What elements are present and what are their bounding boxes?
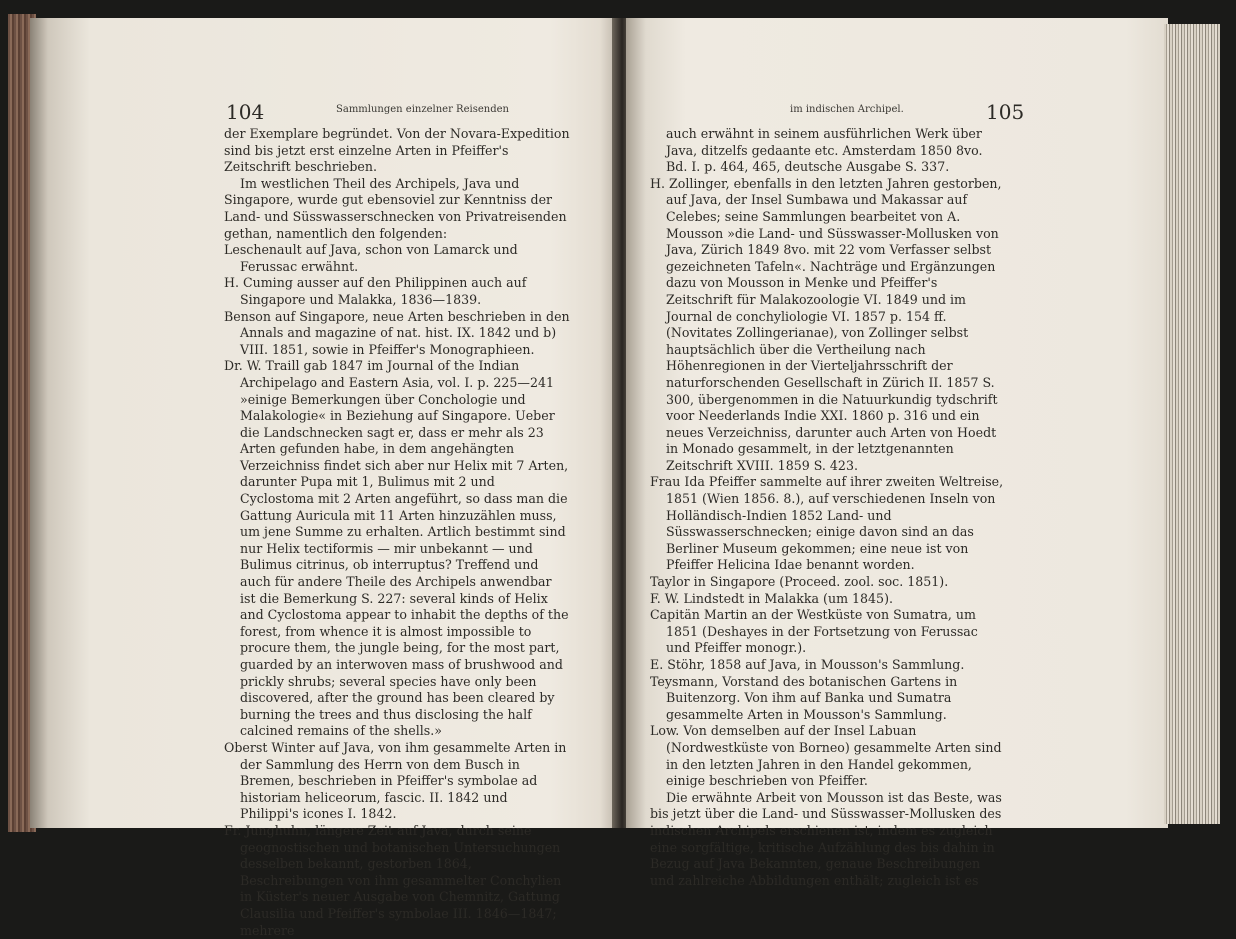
left-page-number: 104 [226,100,265,124]
entry-cuming: H. Cuming ausser auf den Philippinen auch auf Singapore und Malakka, 1836—1839. [224,275,527,307]
paragraph: der Exemplare begründet. Von der Novara-Expedition sind bis jetzt erst einzelne Arten in Pfeiffer's Zeitschrift beschrieben. [224,126,570,175]
right-page-text [650,126,1006,889]
entry-junghuhn: Fr. Junghuhn, längere Zeit auf Java, durch seine geognostischen und botanischen Untersuchungen desselben bekannt, gestorben 1864, Beschreibungen von ihm gesammelter Conchylien in Küster's neuer Ausgabe von Chemnitz, Gattung Clausilia und Pfeiffer's symbolae III. 1846—1847; mehrere [224,822,562,938]
entry-teysmann: Teysmann, Vorstand des botanischen Gartens in Buitenzorg. Von ihm auf Banka und Sumatra gesammelte Arten in Mousson's Sammlung. [650,673,958,722]
right-running-head: im indischen Archipel. [790,104,904,115]
book-edge-right [1164,24,1220,824]
paragraph: Im westlichen Theil des Archipels, Java und Singapore, wurde gut ebensoviel zur Kenntniss der Land- und Süsswasserschnecken von Privatreisenden gethan, namentlich den folgenden: [224,175,567,241]
entry-stoehr: E. Stöhr, 1858 auf Java, in Mousson's Sammlung. [650,657,965,672]
entry-leschenault: Leschenault auf Java, schon von Lamarck und Ferussac erwähnt. [224,242,518,274]
entry-taylor: Taylor in Singapore (Proceed. zool. soc. 1851). [650,574,949,590]
entry-benson: Benson auf Singapore, neue Arten beschrieben in den Annals and magazine of nat. hist. IX. 1842 und b) VIII. 1851, sowie in Pfeiffer's Monographieen. [224,308,570,357]
entry-traill: Dr. W. Traill gab 1847 im Journal of the Indian Archipelago and Eastern Asia, vol. I. p. 225—241 »einige Bemerkungen über Conchologie und Malakologie« in Beziehung auf Singapore. Ueber die Landschnecken sagt er, dass er mehr als 23 Arten gefunden habe, in dem angehängten Verzeichniss findet sich aber nur Helix mit 7 Arten, darunter Pupa mit 1, Bulimus mit 2 und Cyclostoma mit 2 Arten angeführt, so dass man die Gattung Auricula mit 11 Arten hinzuzählen muss, um jene Summe zu erhalten. Artlich bestimmt sind nur Helix tectiformis — mir unbekannt — und Bulimus citrinus, ob interruptus? Treffend und auch für andere Theile des Archipels anwendbar ist die Bemerkung S. 227: several kinds of Helix and Cyclostoma appear to inhabit the depths of the forest, from whence it is almost impossible to procure them, the jungle being, for the most part, guarded by an interwoven mass of brushwood and prickly shrubs; several species have only been discovered, after the ground has been cleared by burning the trees and thus disclosing the half calcined remains of the shells.» [224,358,569,739]
left-page-text [224,126,570,939]
left-running-head: Sammlungen einzelner Reisenden [336,104,509,115]
entry-zollinger: H. Zollinger, ebenfalls in den letzten Jahren gestorben, auf Java, der Insel Sumbawa und Makassar auf Celebes; seine Sammlungen bearbeitet von A. Mousson »die Land- und Süsswasser-Mollusken von Java, Zürich 1849 8vo. mit 22 vom Verfasser selbst gezeichneten Tafeln«. Nachträge und Ergänzungen dazu von Mousson in Menke und Pfeiffer's Zeitschrift für Malakozoologie VI. 1849 und im Journal de conchyliologie VI. 1857 p. 154 ff. (Novitates Zollingerianae), von Zollinger selbst hauptsächlich über die Vertheilung nach Höhenregionen in der Vierteljahrsschrift der naturforschenden Gesellschaft in Zürich II. 1857 S. 300, übergenommen in die Natuurkundig tydschrift voor Neederlands Indie XXI. 1860 p. 316 und ein neues Verzeichniss, darunter auch Arten von Hoedt in Monado gesammelt, in der letztgenannten Zeitschrift XVIII. 1859 S. 423. [650,175,1002,473]
paragraph: auch erwähnt in seinem ausführlichen Werk über Java, ditzelfs gedaante etc. Amsterdam 1850 8vo. Bd. I. p. 464, 465, deutsche Ausgabe S. 337. [666,126,983,175]
entry-ida-pfeiffer: Frau Ida Pfeiffer sammelte auf ihrer zweiten Weltreise, 1851 (Wien 1856. 8.), auf verschiedenen Inseln von Holländisch-Indien 1852 Land- und Süsswasserschnecken; einige davon sind an das Berliner Museum gekommen; eine neue ist von Pfeiffer Helicina Idae benannt worden. [650,474,1004,573]
entry-lindstedt: F. W. Lindstedt in Malakka (um 1845). [650,590,893,606]
entry-winter: Oberst Winter auf Java, von ihm gesammelte Arten in der Sammlung des Herrn von dem Busch in Bremen, beschrieben in Pfeiffer's symbolae ad historiam heliceorum, fascic. II. 1842 und Philippi's icones I. 1842. [224,739,567,822]
paragraph: Die erwähnte Arbeit von Mousson ist das Beste, was bis jetzt über die Land- und Süsswasser-Mollusken des indischen Archipels erschienen ist, indem es zugleich eine sorgfältige, kritische Aufzählung des bis dahin in Bezug auf Java Bekannten, genaue Beschreibungen und zahlreiche Abbildungen enthält; zugleich ist es [650,789,1002,888]
entry-low: Low. Von demselben auf der Insel Labuan (Nordwestküste von Borneo) gesammelte Arten sind in den letzten Jahren in den Handel gekommen, einige beschrieben von Pfeiffer. [650,723,1002,789]
entry-martin: Capitän Martin an der Westküste von Sumatra, um 1851 (Deshayes in der Fortsetzung von Ferussac und Pfeiffer monogr.). [650,607,978,656]
right-page-number: 105 [986,100,1025,124]
